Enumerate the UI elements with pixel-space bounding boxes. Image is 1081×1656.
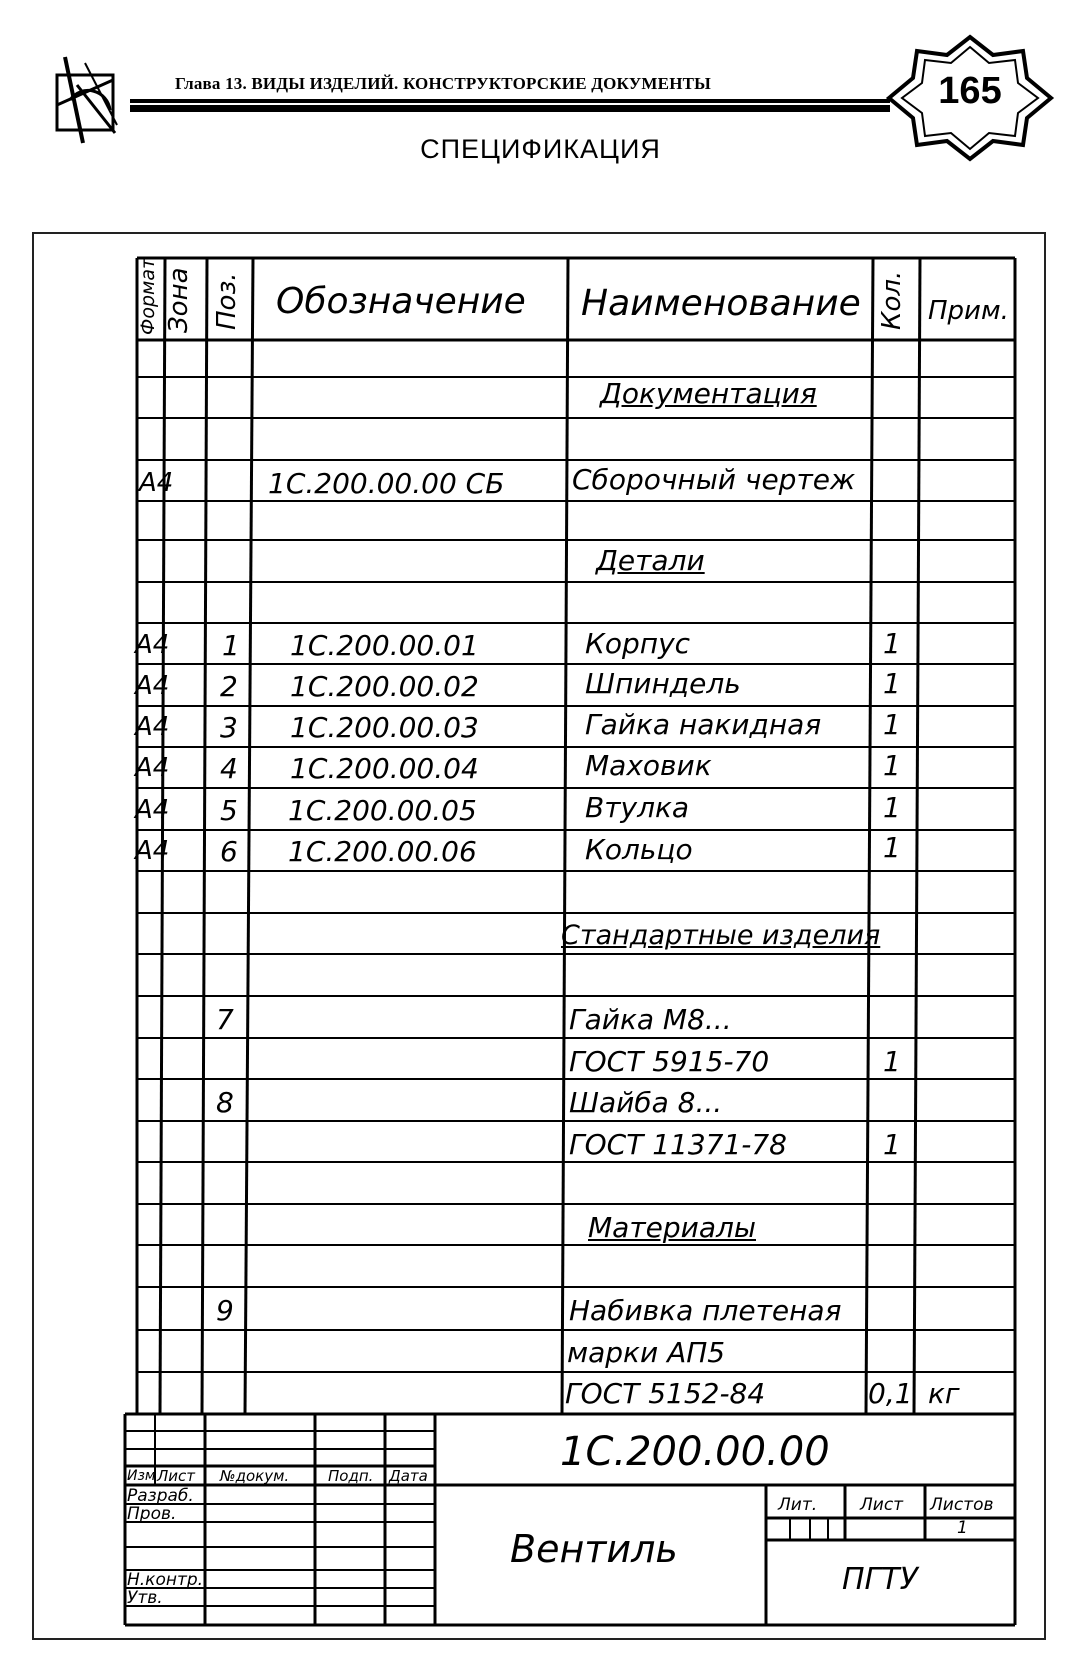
tb-label-izm: Изм — [127, 1468, 156, 1484]
detail-name: Маховик — [585, 749, 712, 782]
material-pos: 9 — [216, 1294, 234, 1327]
detail-format: А4 — [135, 671, 170, 701]
detail-format: А4 — [135, 753, 170, 783]
standard-name-line1: Гайка М8... — [569, 1003, 732, 1036]
tb-label-podp: Подп. — [328, 1467, 374, 1485]
detail-name: Шпиндель — [585, 667, 741, 700]
detail-designation: 1С.200.00.03 — [290, 711, 479, 744]
doc-name: Сборочный чертеж — [572, 463, 856, 496]
tb-label-listov: Листов — [930, 1495, 994, 1515]
section-materials: Материалы — [588, 1211, 756, 1244]
col-zone-header: Зона — [164, 267, 194, 333]
tb-label-prov: Пров. — [127, 1504, 177, 1524]
detail-format: А4 — [135, 712, 170, 742]
page-heading: СПЕЦИФИКАЦИЯ — [420, 134, 661, 164]
col-designation-header: Обозначение — [276, 281, 526, 322]
detail-designation: 1С.200.00.02 — [290, 670, 479, 703]
detail-format: А4 — [135, 836, 170, 866]
tb-label-utv: Утв. — [127, 1588, 163, 1608]
tb-label-list: Лист — [157, 1467, 196, 1485]
col-note-header: Прим. — [928, 296, 1009, 326]
detail-qty: 1 — [883, 627, 901, 660]
standard-name-line2: ГОСТ 11371-78 — [569, 1128, 787, 1161]
detail-pos: 4 — [220, 752, 238, 785]
standard-qty: 1 — [883, 1128, 901, 1161]
doc-format: А4 — [139, 468, 174, 498]
section-standard-items: Стандартные изделия — [561, 920, 881, 951]
detail-pos: 1 — [222, 629, 240, 662]
detail-pos: 2 — [220, 670, 238, 703]
detail-format: А4 — [135, 630, 170, 660]
detail-qty: 1 — [883, 749, 901, 782]
col-name-header: Наименование — [581, 283, 861, 324]
tb-doc-code: 1С.200.00.00 — [560, 1429, 830, 1475]
material-line1: Набивка плетеная — [569, 1294, 842, 1327]
standard-name-line1: Шайба 8... — [569, 1086, 723, 1119]
tb-label-ndokum: №докум. — [220, 1467, 290, 1485]
tb-sheets-total: 1 — [957, 1518, 968, 1538]
section-details: Детали — [596, 544, 705, 577]
tb-label-lit: Лит. — [778, 1495, 818, 1515]
col-qty-header: Кол. — [877, 270, 907, 330]
detail-format: А4 — [135, 795, 170, 825]
detail-name: Кольцо — [585, 833, 693, 866]
detail-qty: 1 — [883, 831, 901, 864]
detail-qty: 1 — [883, 791, 901, 824]
standard-name-line2: ГОСТ 5915-70 — [569, 1045, 770, 1078]
col-format-header: Формат — [137, 257, 159, 335]
detail-pos: 5 — [220, 794, 238, 827]
material-line2: марки АП5 — [567, 1336, 726, 1369]
tb-label-data: Дата — [389, 1467, 428, 1485]
detail-pos: 6 — [220, 835, 238, 868]
standard-pos: 7 — [216, 1003, 234, 1036]
detail-name: Гайка накидная — [585, 708, 822, 741]
tb-product-name: Вентиль — [510, 1527, 678, 1571]
detail-name: Втулка — [585, 791, 690, 824]
section-documentation: Документация — [600, 377, 817, 410]
detail-designation: 1С.200.00.01 — [290, 629, 479, 662]
tb-label-list2: Лист — [860, 1495, 904, 1515]
detail-designation: 1С.200.00.04 — [290, 752, 479, 785]
detail-name: Корпус — [585, 627, 691, 660]
col-pos-header: Поз. — [212, 272, 242, 330]
doc-designation: 1С.200.00.00 СБ — [268, 467, 505, 500]
tb-organization: ПГТУ — [842, 1562, 918, 1597]
detail-qty: 1 — [883, 708, 901, 741]
page-number: 165 — [938, 70, 1002, 112]
detail-pos: 3 — [220, 711, 238, 744]
material-line3: ГОСТ 5152-84 — [565, 1377, 766, 1410]
detail-designation: 1С.200.00.06 — [288, 835, 477, 868]
material-qty: 0,1 — [868, 1377, 913, 1410]
tb-label-razrab: Разраб. — [127, 1486, 194, 1506]
standard-qty: 1 — [883, 1045, 901, 1078]
chapter-title: Глава 13. ВИДЫ ИЗДЕЛИЙ. КОНСТРУКТОРСКИЕ ДОКУМЕНТЫ — [175, 74, 712, 93]
detail-designation: 1С.200.00.05 — [288, 794, 477, 827]
material-note: кг — [928, 1377, 960, 1410]
detail-qty: 1 — [883, 667, 901, 700]
standard-pos: 8 — [216, 1086, 234, 1119]
tb-label-nkontr: Н.контр. — [127, 1570, 204, 1590]
